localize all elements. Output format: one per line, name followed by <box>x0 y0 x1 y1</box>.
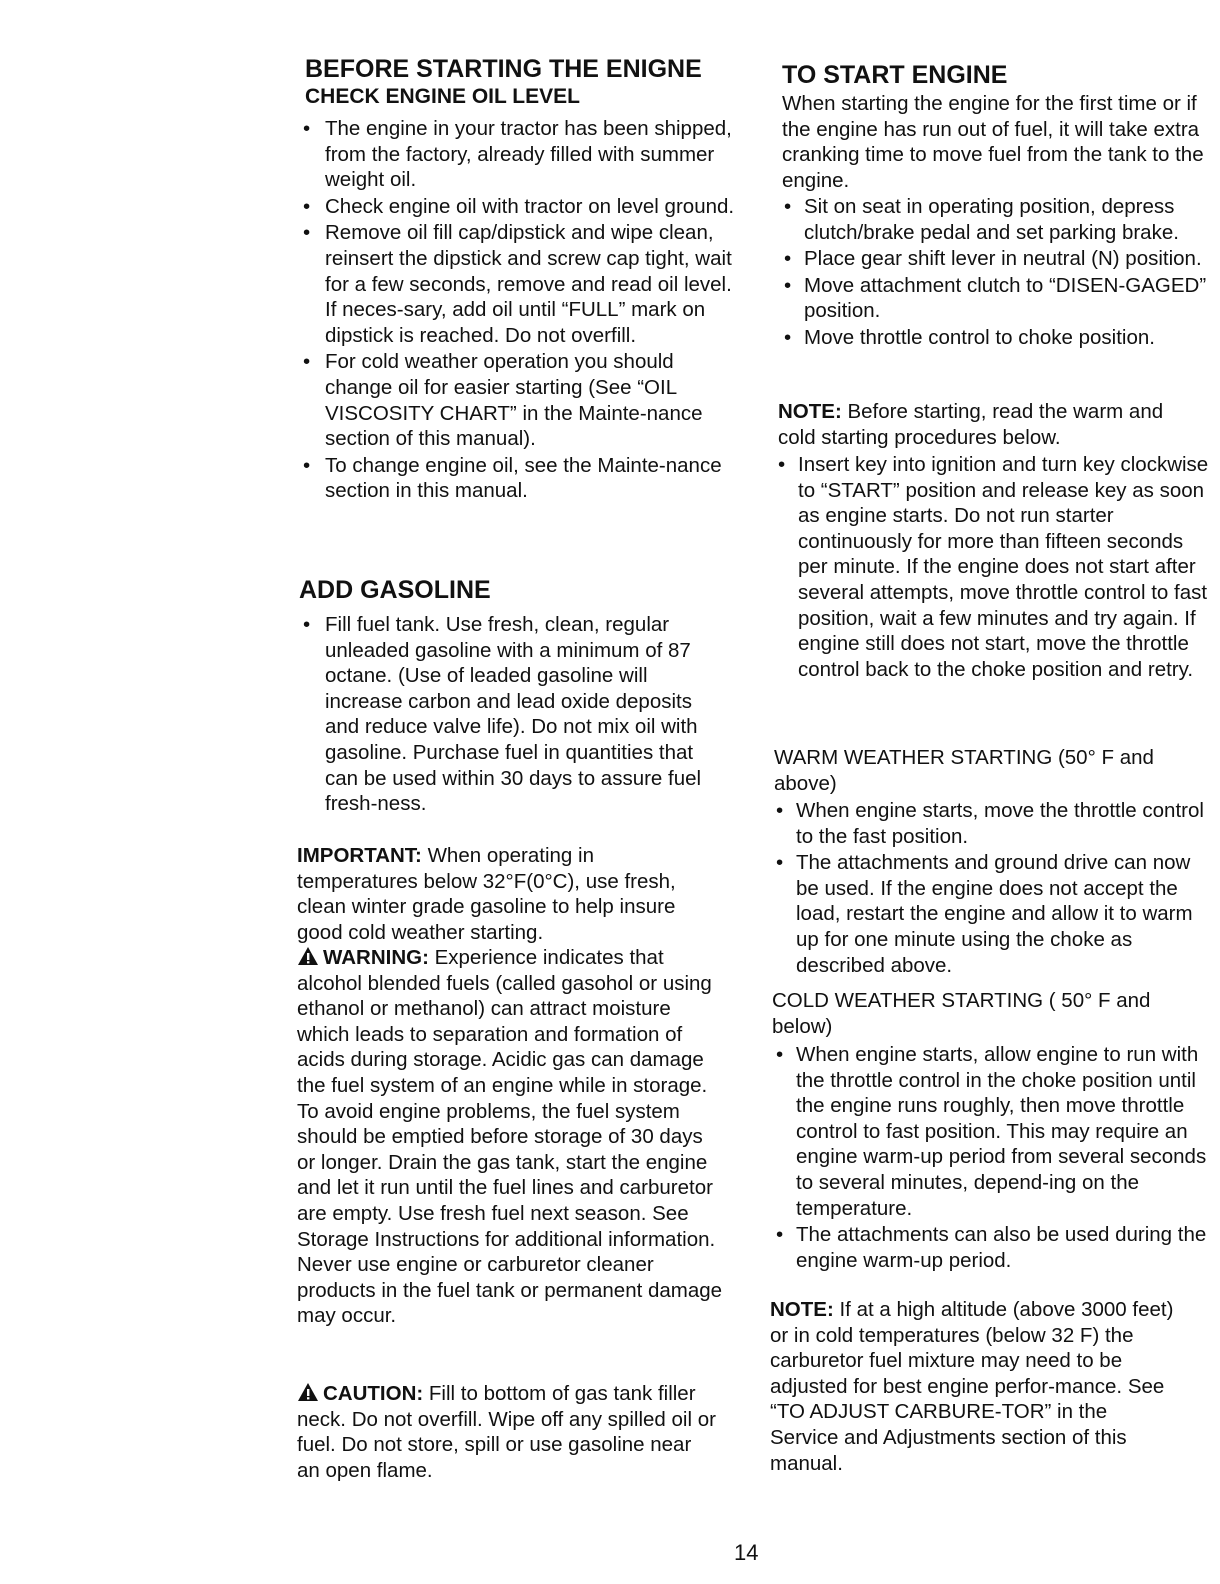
list-item: • For cold weather operation you should change oil for easier starting (See “OIL VISCOSITY CHART” in the Mainte-nance section of this manual). <box>303 350 703 451</box>
heading-before-starting: BEFORE STARTING THE ENIGNE <box>305 55 702 83</box>
bullet-icon: • <box>784 325 792 349</box>
warning-note: WARNING: Experience indicates that alcohol blended fuels (called gasohol or using ethanol or methanol) can attract moisture which leads to separation and formation of acids during storage. Acidic gas can damage the fuel system of an engine while in storage. To avoid engine problems, the fuel system should be emptied before storage of 30 days or longer. Drain the gas tank, start the engine and let it run until the fuel lines and carburetor are empty. Use fresh fuel next season. See Storage Instructions for additional information. Never use engine or carburetor cleaner products in the fuel tank or permanent damage may occur. <box>297 946 723 1328</box>
bullet-icon: • <box>776 1223 784 1247</box>
caution-label: CAUTION: <box>323 1382 424 1405</box>
note-before-starting: NOTE: Before starting, read the warm and cold starting procedures below. <box>778 400 1164 449</box>
note-label: NOTE: <box>770 1298 834 1321</box>
list-item: • Check engine oil with tractor on level ground. <box>303 194 735 218</box>
important-note: IMPORTANT: When operating in temperatures below 32°F(0°C), use fresh, clean winter grade gasoline to help insure good cold weather starting. <box>297 844 676 944</box>
list-item: • Place gear shift lever in neutral (N) position. <box>784 247 1202 271</box>
bullet-icon: • <box>303 221 311 245</box>
list-item: • Move attachment clutch to “DISEN-GAGED” position. <box>784 273 1207 323</box>
warning-icon <box>297 1382 319 1402</box>
warm-weather-heading: WARM WEATHER STARTING (50° F and above) <box>774 746 1154 795</box>
gas-list <box>297 612 727 818</box>
bullet-icon: • <box>303 613 311 636</box>
list-item: • Sit on seat in operating position, depress clutch/brake pedal and set parking brake. <box>784 195 1179 244</box>
start-intro: When starting the engine for the first time or if the engine has run out of fuel, it will take extra cranking time to move fuel from the tank to the engine. <box>782 92 1204 192</box>
start-list <box>778 194 1210 352</box>
note-label: NOTE: <box>778 400 842 423</box>
list-item: • The attachments can also be used during the engine warm-up period. <box>776 1223 1207 1272</box>
list-item: • To change engine oil, see the Mainte-nance section in this manual. <box>303 453 722 503</box>
bullet-icon: • <box>784 273 792 297</box>
bullet-icon: • <box>784 247 792 271</box>
list-item: • When engine starts, allow engine to run with the throttle control in the choke position until the engine runs roughly, then move throttle control to fast position. This may require an engine warm-up period from several seconds to several minutes, depend-ing on the temperature. <box>776 1043 1207 1220</box>
list-item: • Fill fuel tank. Use fresh, clean, regular unleaded gasoline with a minimum of 87 octane. (Use of leaded gasoline will increase carbon and lead oxide deposits and reduce valve life). Do not mix oil with gasoline. Purchase fuel in quantities that can be used within 30 days to assure fuel fresh-ness. <box>303 613 702 816</box>
caution-note: CAUTION: Fill to bottom of gas tank filler neck. Do not overfill. Wipe off any spilled oil or fuel. Do not store, spill or use gasoline near an open flame. <box>297 1382 716 1482</box>
bullet-icon: • <box>303 350 311 374</box>
warning-icon <box>297 946 319 966</box>
oil-list <box>297 116 742 505</box>
warning-label: WARNING: <box>323 946 429 969</box>
warm-list <box>770 798 1210 979</box>
list-item: • Move throttle control to choke position. <box>784 325 1155 349</box>
page-number: 14 <box>734 1540 759 1565</box>
heading-add-gasoline: ADD GASOLINE <box>299 576 491 604</box>
list-item: • The attachments and ground drive can now be used. If the engine does not accept the load, restart the engine and allow it to warm up for one minute using the choke as described above. <box>776 851 1193 977</box>
bullet-icon: • <box>303 194 311 218</box>
bullet-icon: • <box>784 195 792 218</box>
list-item: • Insert key into ignition and turn key clockwise to “START” position and release key as soon as engine starts. Do not run starter continuously for more than fifteen seconds per minute. If the engine does not start after several attempts, move throttle control to fast position, wait a few minutes and try again. If engine still does not start, move the throttle control back to the choke position and retry. <box>778 453 1209 681</box>
heading-check-oil: CHECK ENGINE OIL LEVEL <box>305 85 580 108</box>
bullet-icon: • <box>776 851 784 875</box>
cold-list <box>770 1042 1210 1274</box>
important-label: IMPORTANT: <box>297 844 422 867</box>
list-item: • The engine in your tractor has been shipped, from the factory, already filled with summer weight oil. <box>303 117 732 192</box>
bullet-icon: • <box>778 453 786 476</box>
heading-to-start-engine: TO START ENGINE <box>782 61 1008 89</box>
bullet-icon: • <box>776 799 784 822</box>
list-item: • Remove oil fill cap/dipstick and wipe clean, reinsert the dipstick and screw cap tight, wait for a few seconds, remove and read oil level. If neces-sary, add oil until “FULL” mark on dipstick is reached. Do not overfill. <box>303 221 732 347</box>
key-list <box>772 452 1210 683</box>
bullet-icon: • <box>303 453 311 477</box>
cold-weather-heading: COLD WEATHER STARTING ( 50° F and below) <box>772 989 1151 1038</box>
bullet-icon: • <box>776 1043 784 1066</box>
list-item: • When engine starts, move the throttle control to the fast position. <box>776 799 1204 848</box>
bullet-icon: • <box>303 117 311 140</box>
note-altitude: NOTE: If at a high altitude (above 3000 feet) or in cold temperatures (below 32 F) the carburetor fuel mixture may need to be adjusted for best engine perfor-mance. See “TO ADJUST CARBURE-TOR” in the Service and Adjustments section of this manual. <box>770 1298 1174 1475</box>
